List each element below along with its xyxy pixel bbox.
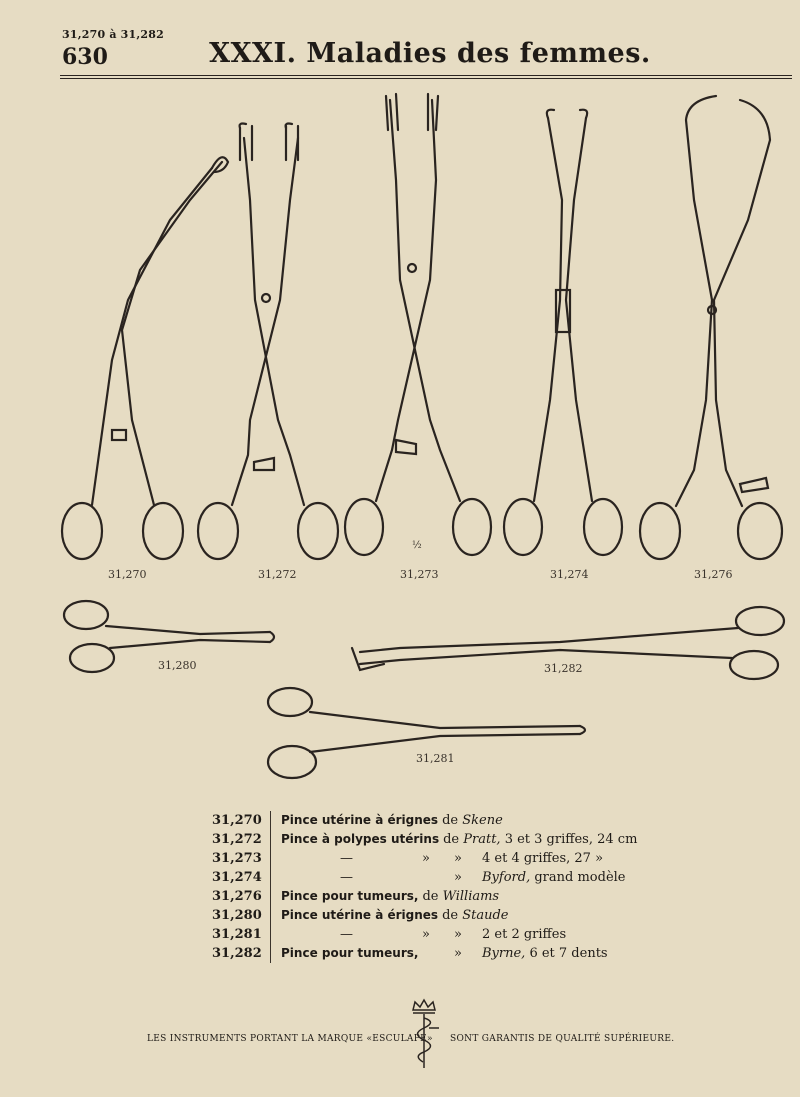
caption-31272: 31,272 — [258, 568, 297, 581]
caption-31276: 31,276 — [694, 568, 733, 581]
footer-right: SONT GARANTIS DE QUALITÉ SUPÉRIEURE. — [450, 1034, 675, 1044]
table-row: 31,281 — » » 2 et 2 griffes — [212, 927, 567, 942]
table-row: 31,270 Pince utérine à érignes de Skene — [212, 813, 503, 828]
table-row: 31,282 Pince pour tumeurs, » Byrne, 6 et 7 dents — [212, 946, 608, 961]
caption-31273: 31,273 — [400, 568, 439, 581]
forceps-31272-illustration — [198, 124, 338, 560]
item-range: 31,270 à 31,282 — [62, 28, 164, 41]
caption-31270: 31,270 — [108, 568, 147, 581]
table-row: 31,276 Pince pour tumeurs, de Williams — [212, 889, 500, 904]
page-number: 630 — [62, 44, 108, 70]
esculape-logo-icon — [405, 998, 443, 1070]
table-row: 31,274 — » Byford, grand modèle — [212, 870, 626, 885]
caption-31282: 31,282 — [544, 662, 583, 675]
table-row: 31,272 Pince à polypes utérins de Pratt, 3 et 3 griffes, 24 cm — [212, 832, 638, 847]
forceps-31270-illustration — [62, 157, 228, 559]
caption-31274: 31,274 — [550, 568, 589, 581]
page-title: XXXI. Maladies des femmes. — [209, 38, 651, 69]
caption-31280: 31,280 — [158, 659, 197, 672]
forceps-31276-illustration — [640, 96, 782, 559]
scale-mark: ½ — [412, 540, 422, 551]
item-table — [212, 811, 637, 963]
forceps-31274-illustration — [504, 110, 622, 555]
footer-left: LES INSTRUMENTS PORTANT LA MARQUE «ESCULAPE» — [147, 1034, 433, 1044]
caption-31281: 31,281 — [416, 752, 455, 765]
forceps-31273-illustration — [345, 94, 491, 555]
table-row: 31,273 — » » 4 et 4 griffes, 27 » — [212, 851, 604, 866]
table-row: 31,280 Pince utérine à érignes de Staude — [212, 908, 509, 923]
